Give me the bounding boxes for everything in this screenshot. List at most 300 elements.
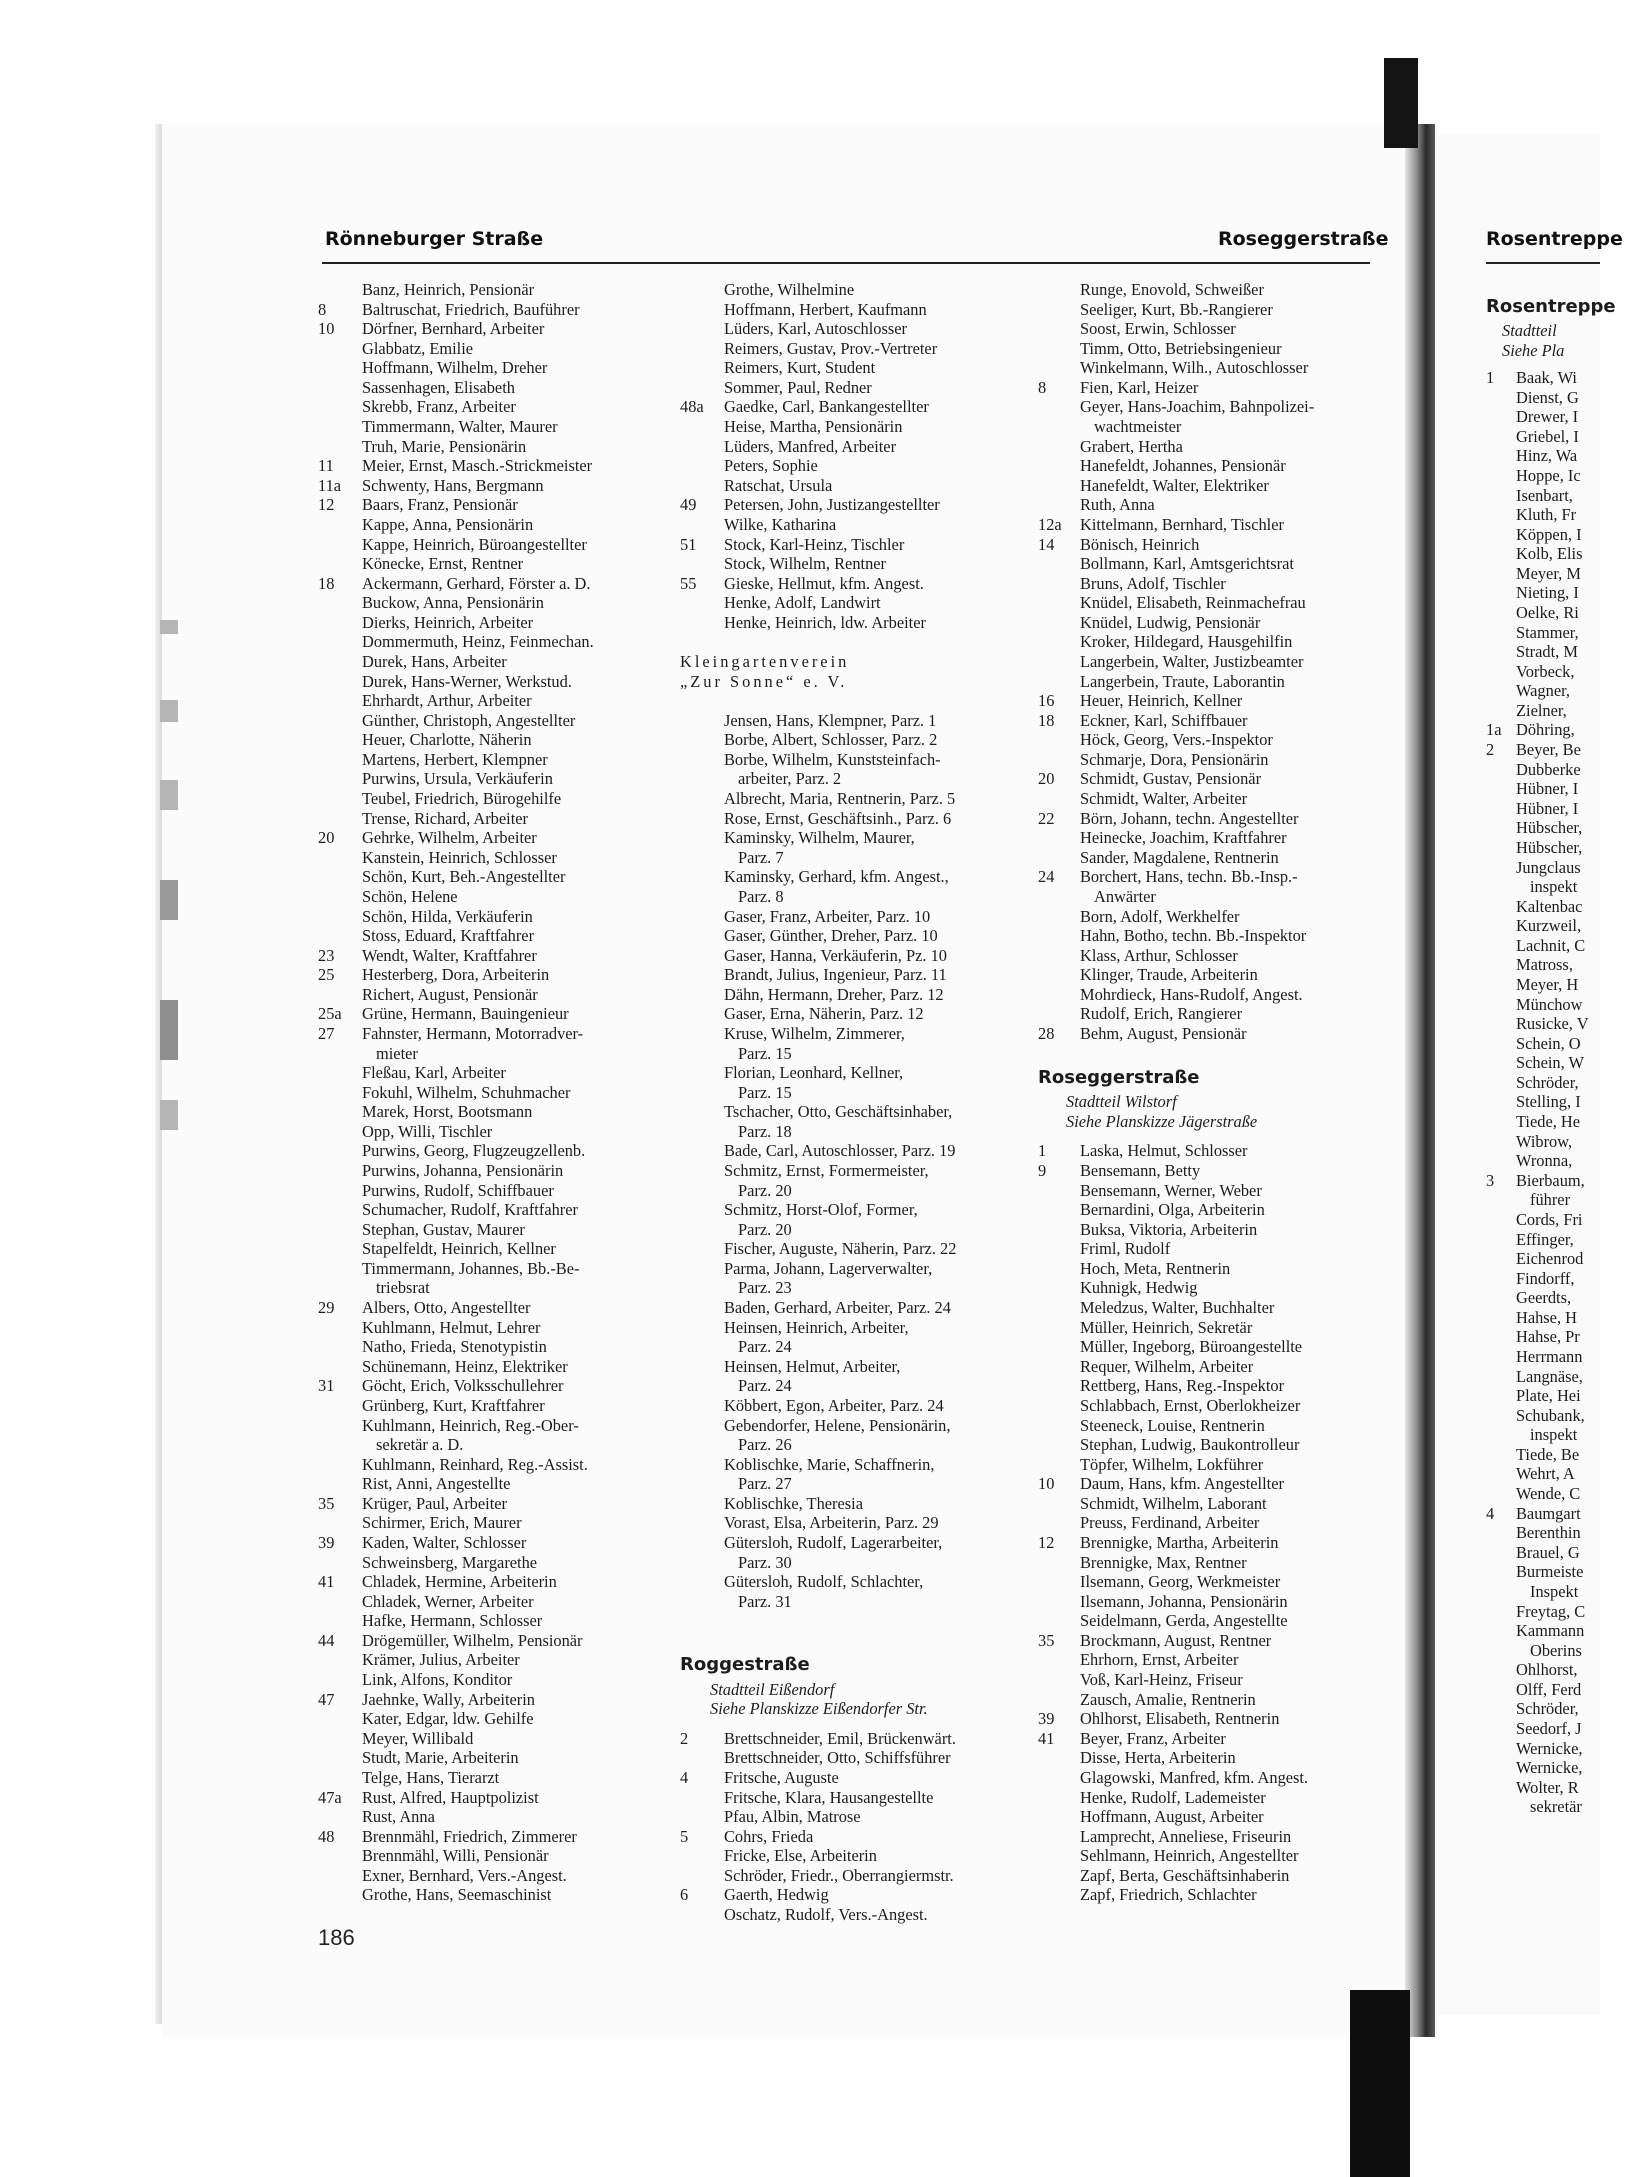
- resident-text: Schünemann, Heinz, Elektriker: [362, 1356, 568, 1376]
- resident-text: Wende, C: [1516, 1484, 1581, 1504]
- resident-text: Daum, Hans, kfm. Angestellter: [1080, 1474, 1284, 1494]
- directory-column-2: [680, 280, 1040, 1925]
- resident-entry: [318, 1259, 678, 1279]
- resident-entry: [1486, 662, 1626, 682]
- resident-text: Fahnster, Hermann, Motorradver-: [362, 1023, 584, 1043]
- resident-entry: [1038, 1650, 1400, 1670]
- resident-entry: [1486, 505, 1626, 525]
- house-number: 47a: [318, 1787, 342, 1807]
- resident-text: Wendt, Walter, Kraftfahrer: [362, 945, 537, 965]
- resident-text: Grüne, Hermann, Bauingenieur: [362, 1004, 569, 1024]
- house-number: 39: [318, 1533, 335, 1552]
- resident-entry: [680, 1083, 1040, 1103]
- resident-entry: [318, 358, 678, 378]
- resident-entry: [680, 1729, 1040, 1749]
- house-number: 48: [318, 1826, 335, 1846]
- resident-entry: [680, 397, 1040, 417]
- resident-text: Kruse, Wilhelm, Zimmerer,: [724, 1023, 905, 1043]
- resident-entry: [680, 1102, 1040, 1122]
- resident-text: Plate, Hei: [1516, 1386, 1581, 1406]
- resident-entry: [1038, 946, 1400, 966]
- house-number: 1a: [1486, 720, 1502, 740]
- resident-text: Schein, O: [1516, 1033, 1581, 1053]
- house-number: 55: [680, 573, 697, 593]
- resident-text: Kaminsky, Gerhard, kfm. Angest.,: [724, 867, 949, 887]
- resident-entry: [1486, 1132, 1626, 1152]
- resident-entry: [318, 1200, 678, 1220]
- resident-entry: [1038, 1161, 1400, 1181]
- resident-text: Albers, Otto, Angestellter: [362, 1298, 531, 1318]
- resident-text: Hübner, I: [1516, 779, 1579, 799]
- resident-text: Kater, Edgar, ldw. Gehilfe: [362, 1709, 534, 1729]
- resident-entry: [1486, 1308, 1626, 1328]
- resident-entry: [680, 711, 1040, 731]
- resident-entry: [1486, 642, 1626, 662]
- resident-text: Gütersloh, Rudolf, Lagerarbeiter,: [724, 1533, 943, 1552]
- resident-entry: [1038, 1768, 1400, 1788]
- resident-entry: [1486, 1602, 1626, 1622]
- resident-text: Töpfer, Wilhelm, Lokführer: [1080, 1454, 1264, 1474]
- resident-text: Wernicke,: [1516, 1738, 1583, 1758]
- resident-text: Purwins, Johanna, Pensionärin: [362, 1161, 564, 1181]
- resident-text: Timmermann, Walter, Maurer: [362, 417, 558, 437]
- resident-text: Klass, Arthur, Schlosser: [1080, 945, 1238, 965]
- resident-text: Jungclaus: [1516, 857, 1581, 877]
- resident-text: Hoffmann, Wilhelm, Dreher: [362, 358, 548, 378]
- resident-text: Baak, Wi: [1516, 368, 1577, 388]
- resident-entry: [1038, 848, 1400, 868]
- resident-text: Döhring,: [1516, 720, 1575, 740]
- resident-entry: [318, 1396, 678, 1416]
- spacer: [1038, 1044, 1400, 1064]
- resident-entry: [1038, 1729, 1400, 1749]
- resident-entry: [318, 632, 678, 652]
- resident-entry: [1038, 985, 1400, 1005]
- resident-entry: [1038, 1553, 1400, 1573]
- resident-entry: [1038, 1533, 1400, 1553]
- resident-entry: [1486, 701, 1626, 721]
- resident-entry: [318, 1592, 678, 1612]
- house-number: 22: [1038, 808, 1055, 828]
- resident-text: sekretär a. D.: [376, 1435, 464, 1455]
- resident-text: Kurzweil,: [1516, 916, 1582, 936]
- resident-entry: [680, 1376, 1040, 1396]
- resident-entry: [680, 907, 1040, 927]
- right-running-header: Roseggerstraße: [1218, 228, 1389, 250]
- resident-entry: [1038, 691, 1400, 711]
- resident-text: Jensen, Hans, Klempner, Parz. 1: [724, 710, 937, 730]
- resident-text: Sehlmann, Heinrich, Angestellter: [1080, 1846, 1299, 1866]
- resident-entry: [1038, 1435, 1400, 1455]
- resident-entry: [1038, 828, 1400, 848]
- resident-text: Richert, August, Pensionär: [362, 984, 538, 1004]
- resident-entry: [680, 946, 1040, 966]
- resident-text: Kuhlmann, Reinhard, Reg.-Assist.: [362, 1454, 588, 1474]
- house-number: 9: [1038, 1161, 1047, 1180]
- resident-entry: [680, 1416, 1040, 1436]
- house-number: 41: [318, 1572, 335, 1592]
- resident-text: Jaehnke, Wally, Arbeiterin: [362, 1689, 536, 1709]
- resident-entry: [1038, 515, 1400, 535]
- resident-entry: [1486, 1210, 1626, 1230]
- resident-entry: [1038, 1318, 1400, 1338]
- club-heading: „Zur Sonne“ e. V.: [680, 671, 848, 691]
- resident-text: Schlabbach, Ernst, Oberlokheizer: [1080, 1395, 1301, 1415]
- resident-entry: [318, 1729, 678, 1749]
- spacer: [680, 691, 1040, 711]
- resident-text: Bensemann, Betty: [1080, 1161, 1201, 1180]
- house-number: 2: [1486, 740, 1495, 760]
- resident-entry: [680, 1553, 1040, 1573]
- resident-text: Brockmann, August, Rentner: [1080, 1630, 1272, 1650]
- resident-text: Hanefeldt, Walter, Elektriker: [1080, 475, 1269, 495]
- resident-text: Buckow, Anna, Pensionärin: [362, 593, 544, 613]
- street-heading: Roseggerstraße: [1038, 1067, 1200, 1089]
- house-number: 18: [1038, 710, 1055, 730]
- resident-entry: [318, 1455, 678, 1475]
- resident-text: Timm, Otto, Betriebsingenieur: [1080, 338, 1282, 358]
- resident-entry: [1038, 1866, 1400, 1886]
- resident-entry: [318, 828, 678, 848]
- resident-entry: [680, 593, 1040, 613]
- resident-entry: [1038, 750, 1400, 770]
- resident-text: Dähn, Hermann, Dreher, Parz. 12: [724, 984, 944, 1004]
- house-number: 25: [318, 965, 335, 985]
- house-number: 39: [1038, 1709, 1055, 1729]
- resident-entry: [1038, 554, 1400, 574]
- resident-entry: [1038, 397, 1400, 417]
- resident-text: Fleßau, Karl, Arbeiter: [362, 1063, 506, 1083]
- resident-text: Bernardini, Olga, Arbeiterin: [1080, 1200, 1265, 1220]
- resident-text: Bierbaum,: [1516, 1170, 1585, 1190]
- resident-text: Friml, Rudolf: [1080, 1239, 1171, 1259]
- resident-entry: [680, 1846, 1040, 1866]
- resident-text: Klinger, Traude, Arbeiterin: [1080, 965, 1258, 985]
- resident-entry: [680, 750, 1040, 770]
- resident-entry: [1038, 809, 1400, 829]
- resident-text: Wernicke,: [1516, 1758, 1583, 1778]
- resident-entry: [1038, 789, 1400, 809]
- spine-top-dark: [1384, 58, 1418, 148]
- resident-text: Meyer, H: [1516, 975, 1579, 994]
- resident-text: Langnäse,: [1516, 1366, 1583, 1386]
- house-number: 11: [318, 456, 334, 476]
- resident-text: Parma, Johann, Lagerverwalter,: [724, 1258, 933, 1278]
- resident-entry: [318, 1083, 678, 1103]
- resident-text: Kappe, Anna, Pensionärin: [362, 514, 534, 534]
- resident-entry: [318, 554, 678, 574]
- resident-entry: [680, 358, 1040, 378]
- resident-text: Link, Alfons, Konditor: [362, 1670, 513, 1690]
- resident-text: Schmidt, Wilhelm, Laborant: [1080, 1493, 1267, 1513]
- resident-entry: [1486, 877, 1626, 897]
- resident-text: Reimers, Kurt, Student: [724, 358, 876, 378]
- resident-text: Albrecht, Maria, Rentnerin, Parz. 5: [724, 789, 956, 809]
- resident-text: Parz. 24: [738, 1376, 792, 1396]
- resident-entry: [1038, 1357, 1400, 1377]
- resident-entry: [680, 887, 1040, 907]
- resident-text: Gaser, Hanna, Verkäuferin, Pz. 10: [724, 945, 947, 965]
- resident-entry: [1486, 1367, 1626, 1387]
- resident-text: Gaedke, Carl, Bankangestellter: [724, 397, 929, 417]
- resident-entry: [318, 574, 678, 594]
- resident-text: Kuhlmann, Heinrich, Reg.-Ober-: [362, 1415, 579, 1435]
- house-number: 6: [680, 1885, 689, 1905]
- resident-text: Knüdel, Elisabeth, Reinmachefrau: [1080, 593, 1306, 613]
- resident-text: Parz. 15: [738, 1043, 792, 1063]
- house-number: 1: [1486, 368, 1495, 388]
- resident-entry: [1038, 1709, 1400, 1729]
- resident-entry: [1486, 1171, 1626, 1191]
- resident-entry: [1486, 583, 1626, 603]
- spacer: [1038, 1132, 1400, 1142]
- resident-entry: [1486, 368, 1626, 388]
- resident-text: Rist, Anni, Angestellte: [362, 1474, 511, 1494]
- resident-entry: [1038, 1827, 1400, 1847]
- resident-entry: [1486, 1249, 1626, 1269]
- resident-entry: [1486, 525, 1626, 545]
- resident-entry: [680, 495, 1040, 515]
- resident-text: Peters, Sophie: [724, 456, 818, 476]
- resident-text: Wagner,: [1516, 681, 1570, 701]
- house-number: 5: [680, 1826, 689, 1846]
- resident-text: Trense, Richard, Arbeiter: [362, 808, 528, 828]
- resident-text: inspekt: [1530, 877, 1578, 897]
- resident-text: Brennigke, Max, Rentner: [1080, 1552, 1247, 1572]
- resident-text: Dienst, G: [1516, 387, 1579, 407]
- resident-text: Hanefeldt, Johannes, Pensionär: [1080, 456, 1286, 476]
- resident-entry: [318, 1357, 678, 1377]
- resident-text: arbeiter, Parz. 2: [738, 769, 842, 789]
- resident-text: Heise, Martha, Pensionärin: [724, 417, 903, 437]
- resident-entry: [680, 1494, 1040, 1514]
- house-number: 20: [1038, 769, 1055, 789]
- resident-entry: [680, 1141, 1040, 1161]
- resident-entry: [1038, 495, 1400, 515]
- resident-text: Exner, Bernhard, Vers.-Angest.: [362, 1865, 567, 1885]
- resident-entry: [1038, 1748, 1400, 1768]
- resident-entry: [680, 809, 1040, 829]
- resident-text: Rusicke, V: [1516, 1014, 1589, 1034]
- resident-text: Parz. 27: [738, 1474, 792, 1494]
- resident-entry: [1038, 1396, 1400, 1416]
- resident-text: Parz. 30: [738, 1552, 792, 1572]
- resident-entry: [318, 1807, 678, 1827]
- resident-text: Oschatz, Rudolf, Vers.-Angest.: [724, 1904, 928, 1924]
- street-heading: Rosentreppe: [1486, 295, 1616, 317]
- resident-text: Kolb, Elis: [1516, 544, 1583, 564]
- resident-entry: [1486, 1543, 1626, 1563]
- resident-entry: [680, 1181, 1040, 1201]
- resident-text: Eckner, Karl, Schiffbauer: [1080, 710, 1248, 730]
- resident-text: Drewer, I: [1516, 407, 1579, 427]
- resident-text: Brennigke, Martha, Arbeiterin: [1080, 1532, 1279, 1552]
- resident-entry: [318, 965, 678, 985]
- resident-entry: [318, 1474, 678, 1494]
- resident-entry: [318, 280, 678, 300]
- resident-entry: [1038, 1004, 1400, 1024]
- resident-text: Zapf, Friedrich, Schlachter: [1080, 1885, 1257, 1905]
- resident-entry: [1038, 593, 1400, 613]
- resident-entry: [1486, 858, 1626, 878]
- street-note: Siehe Planskizze Eißendorfer Str.: [710, 1699, 928, 1719]
- resident-entry: [318, 926, 678, 946]
- resident-text: Ilsemann, Georg, Werkmeister: [1080, 1572, 1281, 1592]
- resident-entry: [318, 1494, 678, 1514]
- resident-text: Ohlhorst,: [1516, 1660, 1578, 1680]
- spine-bottom-dark: [1350, 1990, 1410, 2177]
- street-note: Stadtteil Eißendorf: [710, 1679, 835, 1699]
- resident-text: Hahse, Pr: [1516, 1327, 1580, 1347]
- resident-text: Fricke, Else, Arbeiterin: [724, 1846, 877, 1866]
- resident-entry: [1486, 1621, 1626, 1641]
- resident-text: inspekt: [1530, 1425, 1578, 1445]
- resident-text: Olff, Ferd: [1516, 1679, 1582, 1699]
- resident-entry: [318, 397, 678, 417]
- resident-text: Kaden, Walter, Schlosser: [362, 1533, 527, 1552]
- resident-entry: [318, 1670, 678, 1690]
- resident-entry: [1486, 799, 1626, 819]
- resident-entry: [1038, 769, 1400, 789]
- resident-text: Geyer, Hans-Joachim, Bahnpolizei-: [1080, 397, 1315, 417]
- resident-text: Borchert, Hans, techn. Bb.-Insp.-: [1080, 867, 1298, 887]
- resident-text: Hoppe, Ic: [1516, 465, 1581, 485]
- resident-text: sekretär: [1530, 1797, 1582, 1817]
- resident-entry: [1486, 1034, 1626, 1054]
- resident-text: Stradt, M: [1516, 642, 1578, 662]
- resident-text: Isenbart,: [1516, 485, 1573, 505]
- next-page-column: [1486, 280, 1626, 1817]
- resident-text: Schumacher, Rudolf, Kraftfahrer: [362, 1200, 578, 1220]
- resident-text: Tiede, Be: [1516, 1444, 1580, 1464]
- resident-text: Gütersloh, Rudolf, Schlachter,: [724, 1572, 924, 1592]
- resident-entry: [1038, 711, 1400, 731]
- resident-entry: [680, 1748, 1040, 1768]
- resident-text: Purwins, Rudolf, Schiffbauer: [362, 1180, 554, 1200]
- resident-text: Chladek, Werner, Arbeiter: [362, 1591, 534, 1611]
- resident-text: Bönisch, Heinrich: [1080, 534, 1200, 554]
- resident-text: Grothe, Wilhelmine: [724, 280, 855, 299]
- resident-entry: [1486, 1758, 1626, 1778]
- resident-entry: [1486, 1190, 1626, 1210]
- resident-text: Grothe, Hans, Seemaschinist: [362, 1885, 552, 1905]
- resident-entry: [1038, 730, 1400, 750]
- resident-text: Hesterberg, Dora, Arbeiterin: [362, 965, 550, 985]
- street-note: Siehe Planskizze Jägerstraße: [1066, 1112, 1258, 1132]
- resident-text: Kittelmann, Bernhard, Tischler: [1080, 514, 1284, 534]
- resident-text: Ohlhorst, Elisabeth, Rentnerin: [1080, 1709, 1280, 1729]
- house-number: 4: [1486, 1503, 1495, 1523]
- resident-entry: [680, 1004, 1040, 1024]
- resident-entry: [1486, 1739, 1626, 1759]
- resident-entry: [1038, 926, 1400, 946]
- resident-entry: [318, 1161, 678, 1181]
- resident-entry: [680, 1318, 1040, 1338]
- resident-text: Höck, Georg, Vers.-Inspektor: [1080, 730, 1273, 750]
- resident-entry: [680, 769, 1040, 789]
- resident-entry: [1486, 740, 1626, 760]
- resident-text: Brennmähl, Friedrich, Zimmerer: [362, 1826, 577, 1846]
- resident-text: Marek, Horst, Bootsmann: [362, 1102, 533, 1122]
- resident-text: Vorast, Elsa, Arbeiterin, Parz. 29: [724, 1513, 939, 1533]
- resident-entry: [680, 1788, 1040, 1808]
- resident-entry: [1486, 623, 1626, 643]
- resident-text: Chladek, Hermine, Arbeiterin: [362, 1572, 557, 1592]
- resident-entry: [318, 1181, 678, 1201]
- resident-text: Mohrdieck, Hans-Rudolf, Angest.: [1080, 984, 1303, 1004]
- resident-text: Parz. 20: [738, 1219, 792, 1239]
- resident-entry: [318, 1827, 678, 1847]
- resident-entry: [318, 1004, 678, 1024]
- resident-entry: [680, 1592, 1040, 1612]
- resident-entry: [1486, 1582, 1626, 1602]
- resident-text: Parz. 26: [738, 1435, 792, 1455]
- resident-entry: [318, 985, 678, 1005]
- resident-text: Parz. 23: [738, 1278, 792, 1298]
- house-number: 25a: [318, 1004, 342, 1024]
- resident-entry: [1486, 838, 1626, 858]
- resident-text: Buksa, Viktoria, Arbeiterin: [1080, 1219, 1258, 1239]
- resident-text: Zielner,: [1516, 700, 1567, 720]
- resident-entry: [1486, 407, 1626, 427]
- resident-entry: [1486, 446, 1626, 466]
- resident-entry: [1038, 1220, 1400, 1240]
- resident-entry: [1486, 544, 1626, 564]
- resident-text: Könecke, Ernst, Rentner: [362, 554, 524, 574]
- resident-text: Köbbert, Egon, Arbeiter, Parz. 24: [724, 1395, 944, 1415]
- resident-entry: [680, 515, 1040, 535]
- spacer: [1486, 280, 1626, 292]
- house-number: 41: [1038, 1728, 1055, 1748]
- resident-entry: [1038, 1611, 1400, 1631]
- resident-entry: [1038, 1885, 1400, 1905]
- resident-text: Martens, Herbert, Klempner: [362, 749, 548, 769]
- resident-entry: [318, 769, 678, 789]
- resident-text: Findorff,: [1516, 1268, 1575, 1288]
- resident-text: Durek, Hans-Werner, Werkstud.: [362, 671, 572, 691]
- resident-text: Fokuhl, Wilhelm, Schuhmacher: [362, 1082, 571, 1102]
- resident-entry: [318, 1513, 678, 1533]
- resident-text: Stammer,: [1516, 622, 1579, 642]
- resident-entry: [680, 476, 1040, 496]
- resident-text: Meyer, Willibald: [362, 1728, 474, 1748]
- resident-entry: [1486, 1288, 1626, 1308]
- resident-text: Soost, Erwin, Schlosser: [1080, 319, 1236, 339]
- resident-text: Stoss, Eduard, Kraftfahrer: [362, 926, 535, 946]
- resident-entry: [1486, 1699, 1626, 1719]
- resident-entry: [318, 1690, 678, 1710]
- resident-text: Skrebb, Franz, Arbeiter: [362, 397, 516, 417]
- resident-entry: [1486, 1641, 1626, 1661]
- resident-text: Schweinsberg, Margarethe: [362, 1552, 538, 1572]
- resident-entry: [318, 711, 678, 731]
- resident-entry: [680, 378, 1040, 398]
- resident-text: Preuss, Ferdinand, Arbeiter: [1080, 1513, 1260, 1533]
- resident-entry: [1486, 936, 1626, 956]
- resident-entry: [1486, 1151, 1626, 1171]
- resident-entry: [1486, 779, 1626, 799]
- resident-entry: [1038, 632, 1400, 652]
- house-number: 49: [680, 495, 697, 515]
- resident-text: Stephan, Gustav, Maurer: [362, 1219, 525, 1239]
- resident-entry: [1038, 300, 1400, 320]
- resident-entry: [318, 593, 678, 613]
- resident-text: Schubank,: [1516, 1405, 1585, 1425]
- resident-text: Bensemann, Werner, Weber: [1080, 1180, 1262, 1200]
- resident-text: Baden, Gerhard, Arbeiter, Parz. 24: [724, 1298, 951, 1318]
- house-number: 48a: [680, 397, 704, 417]
- house-number: 12a: [1038, 514, 1062, 534]
